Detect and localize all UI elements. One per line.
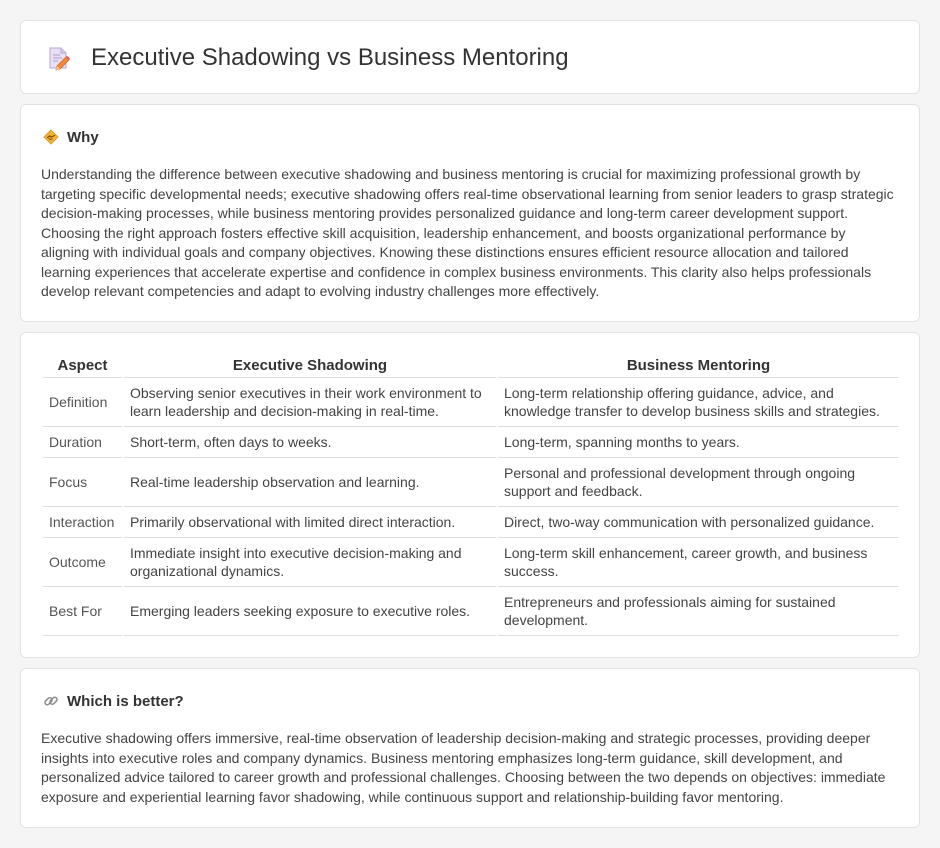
better-title: Which is better?	[67, 692, 184, 710]
title-row	[45, 43, 569, 73]
row-aspect: Focus	[43, 457, 123, 506]
link-icon	[43, 693, 59, 709]
why-text: Understanding the difference between executive shadowing and business mentoring is crucial for maximizing professional growth by targeting specific developmental needs; executive shadowing offers real-time observational learning from senior leaders to grasp strategic decision-making processes, while business mentoring provides personalized guidance and long-term career development support. Choosing the right approach fosters effective skill acquisition, leadership enhancement, and boosts organizational performance by aligning with individual goals and company objectives. Knowing these distinctions ensures efficient resource allocation and tailored learning experiences that accelerate expertise and confidence in complex business environments. This clarity also helps professionals develop relevant competencies and adapt to evolving industry challenges more effectively.	[41, 166, 894, 299]
table-row	[43, 457, 899, 506]
row-aspect: Duration	[43, 426, 123, 457]
row-aspect: Best For	[43, 586, 123, 635]
handshake-icon	[43, 129, 59, 145]
row-shadowing: Primarily observational with limited direct interaction.	[123, 506, 497, 537]
table-row	[43, 586, 899, 635]
document-pencil-icon	[45, 45, 71, 71]
page-title: Executive Shadowing vs Business Mentoring	[91, 44, 569, 71]
header-card	[20, 20, 920, 94]
which-is-better-section	[20, 668, 920, 828]
row-mentoring: Long-term skill enhancement, career growth, and business success.	[497, 537, 899, 586]
row-shadowing: Observing senior executives in their work environment to learn leadership and decision-making in real-time.	[123, 377, 497, 426]
better-text: Executive shadowing offers immersive, real-time observation of leadership decision-making and strategic processes, providing deeper insights into executive roles and company dynamics. Business mentoring emphasizes long-term guidance, skill development, and personalized advice tailored to career growth and professional challenges. Choosing between the two depends on objectives: immediate exposure and experiential learning favor shadowing, while continuous support and relationship-building favor mentoring.	[41, 730, 886, 805]
comparison-card	[20, 332, 920, 658]
why-heading	[43, 127, 99, 147]
row-aspect: Definition	[43, 377, 123, 426]
row-shadowing: Real-time leadership observation and learning.	[123, 457, 497, 506]
why-section	[20, 104, 920, 322]
table-row	[43, 506, 899, 537]
table-row	[43, 377, 899, 426]
table-header-row	[43, 353, 899, 377]
row-mentoring: Long-term relationship offering guidance, advice, and knowledge transfer to develop business skills and strategies.	[497, 377, 899, 426]
table-row	[43, 537, 899, 586]
row-shadowing: Emerging leaders seeking exposure to executive roles.	[123, 586, 497, 635]
better-heading	[43, 691, 184, 711]
row-shadowing: Short-term, often days to weeks.	[123, 426, 497, 457]
row-mentoring: Direct, two-way communication with personalized guidance.	[497, 506, 899, 537]
row-mentoring: Personal and professional development through ongoing support and feedback.	[497, 457, 899, 506]
row-aspect: Interaction	[43, 506, 123, 537]
row-shadowing: Immediate insight into executive decision-making and organizational dynamics.	[123, 537, 497, 586]
header-aspect: Aspect	[43, 353, 123, 377]
row-mentoring: Entrepreneurs and professionals aiming for sustained development.	[497, 586, 899, 635]
header-business-mentoring: Business Mentoring	[497, 353, 899, 377]
comparison-table	[43, 353, 899, 636]
row-aspect: Outcome	[43, 537, 123, 586]
why-title: Why	[67, 128, 99, 146]
header-executive-shadowing: Executive Shadowing	[123, 353, 497, 377]
table-row	[43, 426, 899, 457]
row-mentoring: Long-term, spanning months to years.	[497, 426, 899, 457]
